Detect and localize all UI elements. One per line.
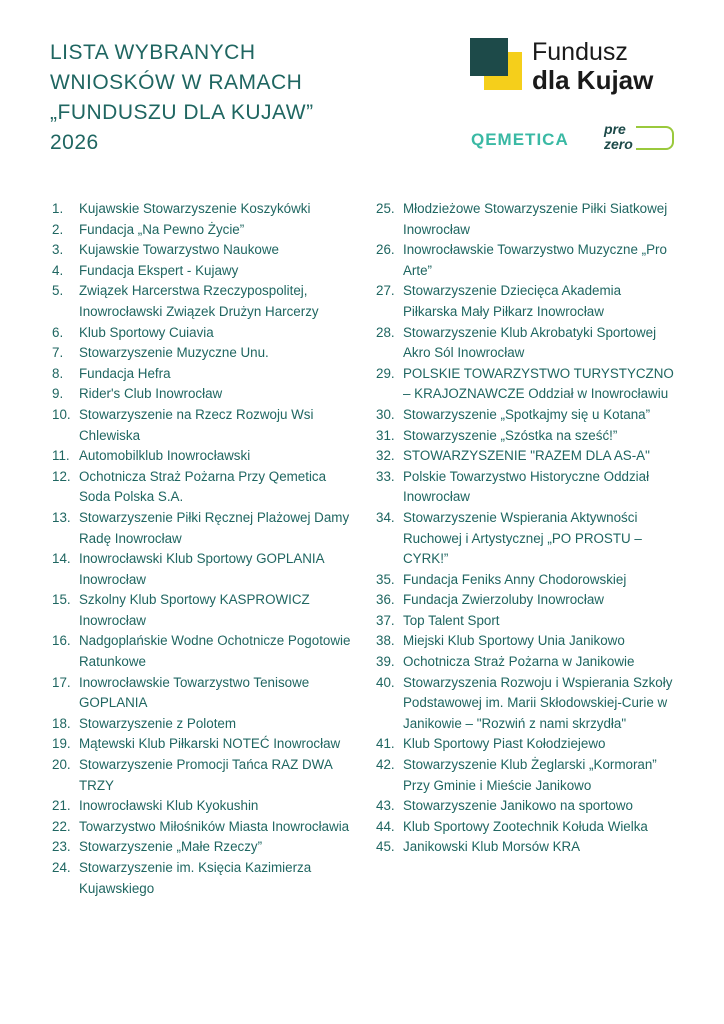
- item-text: POLSKIE TOWARZYSTWO TURYSTYCZNO – KRAJOZNAWCZE Oddział w Inowrocławiu: [403, 365, 674, 402]
- item-number: 45.: [376, 839, 395, 855]
- list-item: [376, 590, 676, 611]
- item-text: Stowarzyszenie na Rzecz Rozwoju Wsi Chlewiska: [79, 406, 314, 443]
- list-item: [376, 364, 676, 405]
- item-text: Automobilklub Inowrocławski: [79, 448, 251, 464]
- item-text: Związek Harcerstwa Rzeczypospolitej, Inowrocławski Związek Drużyn Harcerzy: [79, 283, 319, 319]
- item-text: Stowarzyszenie z Polotem: [79, 715, 237, 731]
- item-text: STOWARZYSZENIE "RAZEM DLA AS-A": [403, 448, 650, 464]
- item-number: 7.: [52, 345, 64, 361]
- list-item: [52, 508, 357, 549]
- item-text: Klub Sportowy Cuiavia: [79, 324, 214, 340]
- list-item: [376, 673, 676, 735]
- item-text: Inowrocławski Klub Sportowy GOPLANIA Inowrocław: [79, 551, 324, 587]
- list-item: [376, 734, 676, 755]
- list-item: [52, 199, 357, 220]
- item-text: Nadgoplańskie Wodne Ochotnicze Pogotowie Ratunkowe: [79, 633, 351, 670]
- item-text: Klub Sportowy Zootechnik Kołuda Wielka: [403, 818, 648, 834]
- item-text: Inowrocławski Klub Kyokushin: [79, 798, 259, 814]
- item-text: Młodzieżowe Stowarzyszenie Piłki Siatkowej Inowrocław: [403, 201, 668, 237]
- item-number: 29.: [376, 365, 395, 381]
- item-text: Stowarzyszenie „Małe Rzeczy”: [79, 839, 263, 855]
- item-number: 40.: [376, 674, 395, 690]
- item-number: 1.: [52, 201, 64, 216]
- page-title: [50, 38, 314, 158]
- item-number: 41.: [376, 736, 395, 752]
- item-number: 6.: [52, 324, 64, 340]
- list-item: [376, 240, 676, 281]
- list-item: [376, 611, 676, 632]
- list-item: [376, 323, 676, 364]
- item-number: 22.: [52, 818, 71, 834]
- left-list: [52, 199, 357, 899]
- list-item: [52, 261, 357, 282]
- item-text: Stowarzyszenie „Spotkajmy się u Kotana”: [403, 406, 651, 422]
- item-text: Top Talent Sport: [403, 612, 500, 628]
- item-number: 18.: [52, 715, 71, 731]
- list-item: [376, 508, 676, 570]
- item-text: Stowarzyszenie „Szóstka na sześć!”: [403, 427, 618, 443]
- list-item: [52, 549, 357, 590]
- title-year: 2026: [50, 131, 99, 154]
- list-item: [52, 343, 357, 364]
- list-item: [376, 570, 676, 591]
- prezero-top: pre: [604, 121, 626, 137]
- list-item: [376, 631, 676, 652]
- list-item: [52, 837, 357, 858]
- list-item: [52, 384, 357, 405]
- list-item: [52, 446, 357, 467]
- item-text: Fundacja Feniks Anny Chodorowskiej: [403, 571, 627, 587]
- item-text: Stowarzyszenie im. Księcia Kazimierza Kujawskiego: [79, 860, 312, 896]
- item-text: Inowrocławskie Towarzystwo Tenisowe GOPLANIA: [79, 674, 310, 711]
- item-number: 43.: [376, 798, 395, 814]
- item-number: 4.: [52, 262, 64, 278]
- item-number: 5.: [52, 283, 64, 299]
- list-item: [52, 281, 357, 322]
- list-item: [376, 467, 676, 508]
- item-text: Rider's Club Inowrocław: [79, 386, 223, 402]
- list-item: [376, 281, 676, 322]
- item-text: Ochotnicza Straż Pożarna w Janikowie: [403, 654, 635, 670]
- item-number: 24.: [52, 860, 71, 875]
- item-text: Stowarzyszenie Klub Żeglarski „Kormoran” Przy Gminie i Mieście Janikowo: [403, 757, 657, 793]
- item-text: Stowarzyszenie Muzyczne Unu.: [79, 345, 269, 361]
- item-text: Stowarzyszenie Klub Akrobatyki Sportowej Akro Sól Inowrocław: [403, 324, 657, 361]
- item-number: 33.: [376, 468, 395, 484]
- item-text: Miejski Klub Sportowy Unia Janikowo: [403, 633, 625, 649]
- item-number: 12.: [52, 468, 71, 484]
- list-item: [376, 652, 676, 673]
- item-number: 25.: [376, 201, 395, 216]
- item-number: 11.: [52, 448, 70, 464]
- list-item: [52, 673, 357, 714]
- fundusz-logo-text: [532, 38, 653, 94]
- qemetica-logo: QEMETICA: [471, 130, 569, 149]
- item-number: 16.: [52, 633, 71, 649]
- list-item: [376, 405, 676, 426]
- item-text: Fundacja Ekspert - Kujawy: [79, 262, 239, 278]
- logo-line-2: dla Kujaw: [532, 65, 654, 95]
- list-item: [52, 858, 357, 899]
- list-item: [376, 817, 676, 838]
- item-number: 21.: [52, 798, 71, 814]
- item-number: 13.: [52, 509, 71, 525]
- list-item: [52, 755, 357, 796]
- logo-teal-square: [470, 38, 508, 76]
- title-line-3: „FUNDUSZU DLA KUJAW”: [50, 101, 314, 124]
- prezero-frame: [636, 126, 674, 150]
- item-number: 39.: [376, 654, 395, 670]
- item-number: 3.: [52, 242, 64, 258]
- item-number: 31.: [376, 427, 395, 443]
- list-item: [376, 446, 676, 467]
- item-number: 19.: [52, 736, 71, 752]
- item-number: 27.: [376, 283, 395, 299]
- item-number: 32.: [376, 448, 395, 464]
- item-text: Polskie Towarzystwo Historyczne Oddział Inowrocław: [403, 468, 650, 505]
- item-text: Fundacja Zwierzoluby Inowrocław: [403, 592, 604, 608]
- item-number: 26.: [376, 242, 395, 258]
- item-number: 42.: [376, 757, 395, 773]
- title-line-1: LISTA WYBRANYCH: [50, 41, 256, 64]
- item-number: 15.: [52, 592, 71, 608]
- logo-line-1: Fundusz: [532, 38, 628, 66]
- item-text: Szkolny Klub Sportowy KASPROWICZ Inowrocław: [79, 592, 310, 628]
- item-number: 9.: [52, 386, 64, 402]
- list-item: [52, 631, 357, 672]
- item-text: Klub Sportowy Piast Kołodziejewo: [403, 736, 606, 752]
- fundusz-logo-mark: [470, 38, 522, 90]
- list-item: [376, 426, 676, 447]
- item-number: 36.: [376, 592, 395, 608]
- item-text: Stowarzyszenie Dziecięca Akademia Piłkarska Mały Piłkarz Inowrocław: [403, 283, 622, 319]
- item-text: Stowarzyszenia Rozwoju i Wspierania Szkoły Podstawowej im. Marii Skłodowskiej-Curie w Janikowie – "Rozwiń z nami skrzydła": [403, 674, 673, 731]
- right-list: [376, 199, 676, 858]
- item-text: Ochotnicza Straż Pożarna Przy Qemetica Soda Polska S.A.: [79, 468, 327, 505]
- item-number: 2.: [52, 221, 64, 237]
- item-number: 14.: [52, 551, 71, 567]
- item-number: 38.: [376, 633, 395, 649]
- list-item: [52, 405, 357, 446]
- list-item: [52, 220, 357, 241]
- prezero-bottom: zero: [604, 136, 633, 152]
- list-item: [376, 837, 676, 858]
- list-item: [52, 240, 357, 261]
- item-text: Kujawskie Stowarzyszenie Koszykówki: [79, 201, 311, 216]
- item-number: 23.: [52, 839, 71, 855]
- item-text: Stowarzyszenie Janikowo na sportowo: [403, 798, 633, 814]
- prezero-logo: [604, 122, 676, 154]
- item-text: Stowarzyszenie Piłki Ręcznej Plażowej Damy Radę Inowrocław: [79, 509, 350, 546]
- item-number: 44.: [376, 818, 395, 834]
- item-number: 17.: [52, 674, 71, 690]
- item-text: Janikowski Klub Morsów KRA: [403, 839, 581, 855]
- list-item: [52, 714, 357, 735]
- list-item: [52, 323, 357, 344]
- item-number: 35.: [376, 571, 395, 587]
- list-item: [376, 755, 676, 796]
- list-item: [52, 364, 357, 385]
- item-text: Fundacja Hefra: [79, 365, 171, 381]
- list-item: [52, 734, 357, 755]
- list-item: [52, 817, 357, 838]
- item-text: Kujawskie Towarzystwo Naukowe: [79, 242, 279, 258]
- item-number: 28.: [376, 324, 395, 340]
- item-number: 37.: [376, 612, 395, 628]
- list-item: [52, 467, 357, 508]
- item-number: 8.: [52, 365, 64, 381]
- item-number: 10.: [52, 406, 71, 422]
- item-number: 20.: [52, 757, 71, 773]
- item-number: 34.: [376, 509, 395, 525]
- item-text: Fundacja „Na Pewno Życie”: [79, 221, 245, 237]
- item-number: 30.: [376, 406, 395, 422]
- list-item: [376, 199, 676, 240]
- item-text: Inowrocławskie Towarzystwo Muzyczne „Pro Arte”: [403, 242, 667, 278]
- list-item: [52, 590, 357, 631]
- item-text: Towarzystwo Miłośników Miasta Inowrocławia: [79, 818, 350, 834]
- item-text: Stowarzyszenie Wspierania Aktywności Ruchowej i Artystycznej „PO PROSTU – CYRK!”: [403, 509, 642, 567]
- list-item: [52, 796, 357, 817]
- item-text: Stowarzyszenie Promocji Tańca RAZ DWA TRZY: [79, 757, 333, 793]
- list-item: [376, 796, 676, 817]
- title-line-2: WNIOSKÓW W RAMACH: [50, 71, 303, 94]
- item-text: Mątewski Klub Piłkarski NOTEĆ Inowrocław: [79, 736, 341, 752]
